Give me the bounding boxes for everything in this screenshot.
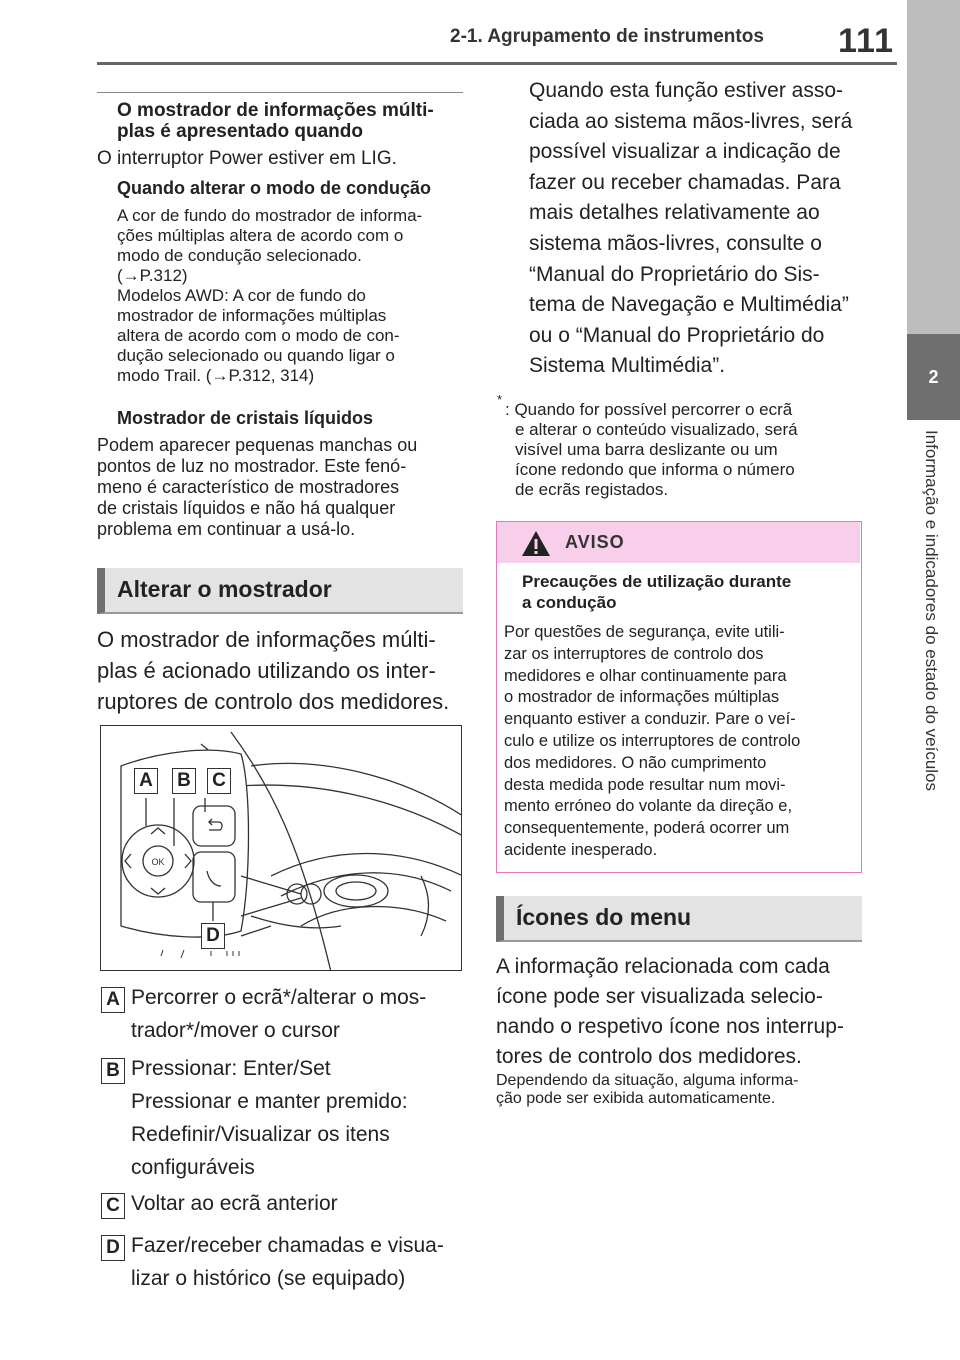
text-line: plas é acionado utilizando os inter- bbox=[97, 658, 436, 683]
diagram-label-c: C bbox=[207, 768, 231, 794]
footnote-line: e alterar o conteúdo visualizado, será bbox=[515, 420, 798, 439]
text-line: ções múltiplas altera de acordo com o bbox=[117, 226, 404, 245]
text-line: modo de condução selecionado. bbox=[117, 246, 362, 265]
drive-mode-text bbox=[117, 206, 467, 386]
warning-line: Por questões de segurança, evite utili- bbox=[504, 623, 785, 641]
text-line: possível visualizar a indicação de bbox=[529, 140, 841, 164]
item-line: trador*/mover o cursor bbox=[131, 1019, 340, 1042]
text-line: altera de acordo com o modo de con- bbox=[117, 326, 400, 345]
item-b-text bbox=[131, 1052, 471, 1184]
text-line: Modelos AWD: A cor de fundo do bbox=[117, 286, 366, 305]
footnote-mark: * bbox=[497, 392, 503, 407]
warning-label: AVISO bbox=[565, 532, 625, 552]
text-line: modo Trail. (→P.312, 314) bbox=[117, 366, 315, 385]
text-line: fazer ou receber chamadas. Para bbox=[529, 170, 841, 194]
warning-line: dos medidores. O não cumprimento bbox=[504, 753, 767, 772]
item-line: configuráveis bbox=[131, 1156, 255, 1179]
text-line: ícone pode ser visualizada selecio- bbox=[496, 985, 823, 1008]
text-line: Sistema Multimédia”. bbox=[529, 354, 726, 378]
chapter-tab: 2 bbox=[907, 334, 960, 420]
text-line: mais detalhes relativamente ao bbox=[529, 201, 820, 225]
text-line: ruptores de controlo dos medidores. bbox=[97, 689, 450, 714]
item-line: Voltar ao ecrã anterior bbox=[131, 1192, 338, 1215]
warning-line: mento erróneo do volante da direção e, bbox=[504, 797, 793, 816]
text-line: A informação relacionada com cada bbox=[496, 955, 830, 978]
page-number: 111 bbox=[838, 22, 894, 60]
text-line: problema em continuar a usá-lo. bbox=[97, 519, 356, 539]
text-line: ciada ao sistema mãos-livres, será bbox=[529, 109, 853, 133]
text-line: O mostrador de informações múlti- bbox=[97, 627, 436, 652]
text-line: dução selecionado ou quando ligar o bbox=[117, 346, 395, 365]
section-alterar-mostrador: Alterar o mostrador bbox=[97, 568, 463, 614]
warning-line: enquanto estiver a conduzir. Pare o veí- bbox=[504, 710, 796, 729]
warning-line: medidores e olhar continuamente para bbox=[504, 666, 787, 685]
item-c-key: C bbox=[101, 1193, 125, 1219]
note-line: ção pode ser exibida automaticamente. bbox=[496, 1090, 776, 1107]
footnote-line: : Quando for possível percorrer o ecrã bbox=[505, 400, 793, 419]
text-line: (→P.312) bbox=[117, 266, 188, 285]
warning-title-line: Precauções de utilização durante bbox=[522, 572, 792, 591]
side-tab-strip bbox=[907, 0, 960, 334]
warning-line: desta medida pode resultar num movi- bbox=[504, 775, 786, 794]
item-line: Percorrer o ecrã*/alterar o mos- bbox=[131, 986, 427, 1009]
ok-button-label: OK bbox=[151, 857, 165, 867]
text-line: tores de controlo dos medidores. bbox=[496, 1045, 802, 1068]
footnote-line: visível uma barra deslizante ou um bbox=[515, 440, 778, 459]
warning-title bbox=[522, 571, 852, 613]
subhead-lcd: Mostrador de cristais líquidos bbox=[117, 408, 374, 428]
warning-line: culo e utilize os interruptores de controlo bbox=[504, 731, 801, 750]
item-line: Pressionar: Enter/Set bbox=[131, 1057, 331, 1080]
chapter-title-vertical: Informação e indicadores do estado do veículos bbox=[922, 430, 941, 792]
steering-switch-illustration bbox=[100, 725, 462, 971]
text-line: meno é característico de mostradores bbox=[97, 477, 400, 497]
item-a-key: A bbox=[101, 987, 125, 1013]
item-line: Redefinir/Visualizar os itens bbox=[131, 1123, 390, 1146]
item-d-text bbox=[131, 1229, 471, 1295]
warning-line: consequentemente, poderá ocorrer um bbox=[504, 819, 790, 838]
lcd-text bbox=[97, 435, 463, 540]
text-line: pontos de luz no mostrador. Este fenó- bbox=[97, 456, 407, 476]
text-line: de cristais líquidos e não há qualquer bbox=[97, 498, 396, 518]
subhead-display-shown: O mostrador de informações múlti- plas é apresentado quando bbox=[117, 100, 434, 142]
text-line: ou o “Manual do Proprietário do bbox=[529, 323, 825, 347]
text-line: Quando esta função estiver asso- bbox=[529, 79, 844, 102]
header-rule bbox=[97, 62, 897, 65]
warning-text bbox=[504, 622, 854, 862]
item-a-text bbox=[131, 981, 471, 1047]
item-b-key: B bbox=[101, 1058, 125, 1084]
item-line: Fazer/receber chamadas e visua- bbox=[131, 1234, 444, 1257]
section-header: 2-1. Agrupamento de instrumentos bbox=[450, 26, 764, 47]
subsection-rule bbox=[97, 92, 463, 93]
diagram-label-b: B bbox=[172, 768, 196, 794]
item-line: lizar o histórico (se equipado) bbox=[131, 1267, 406, 1290]
text-line: nando o respetivo ícone nos interrup- bbox=[496, 1015, 844, 1038]
text-line: “Manual do Proprietário do Sis- bbox=[529, 262, 820, 286]
text-line: tema de Navegação e Multimédia” bbox=[529, 293, 849, 317]
text-line: A cor de fundo do mostrador de informa- bbox=[117, 206, 423, 225]
footnote-line: de ecrãs registados. bbox=[515, 480, 669, 499]
power-switch-text: O interruptor Power estiver em LIG. bbox=[97, 148, 397, 169]
footnote-text bbox=[505, 400, 865, 500]
text-line: Podem aparecer pequenas manchas ou bbox=[97, 435, 418, 455]
note-line: Dependendo da situação, alguma informa- bbox=[496, 1072, 799, 1089]
diagram-label-d: D bbox=[201, 923, 225, 949]
intro-text bbox=[97, 624, 467, 717]
steering-wheel-drawing bbox=[101, 726, 462, 971]
warning-triangle-icon bbox=[521, 530, 551, 557]
item-line: Pressionar e manter premido: bbox=[131, 1090, 408, 1113]
warning-line: o mostrador de informações múltiplas bbox=[504, 688, 780, 707]
warning-line: acidente inesperado. bbox=[504, 840, 658, 859]
menu-icons-text bbox=[496, 952, 866, 1072]
warning-line: zar os interruptores de controlo dos bbox=[504, 644, 764, 663]
section-icones-menu: Ícones do menu bbox=[496, 896, 862, 942]
item-d-key: D bbox=[101, 1235, 125, 1261]
item-c-text bbox=[131, 1187, 471, 1220]
diagram-label-a: A bbox=[134, 768, 158, 794]
warning-header bbox=[497, 522, 860, 563]
warning-title-line: a condução bbox=[522, 593, 617, 612]
text-line: mostrador de informações múltiplas bbox=[117, 306, 387, 325]
handsfree-text bbox=[529, 76, 869, 382]
menu-note-text bbox=[496, 1072, 866, 1108]
text-line: sistema mãos-livres, consulte o bbox=[529, 231, 822, 255]
footnote-line: ícone redondo que informa o número bbox=[515, 460, 795, 479]
subhead-drive-mode: Quando alterar o modo de condução bbox=[117, 178, 432, 198]
